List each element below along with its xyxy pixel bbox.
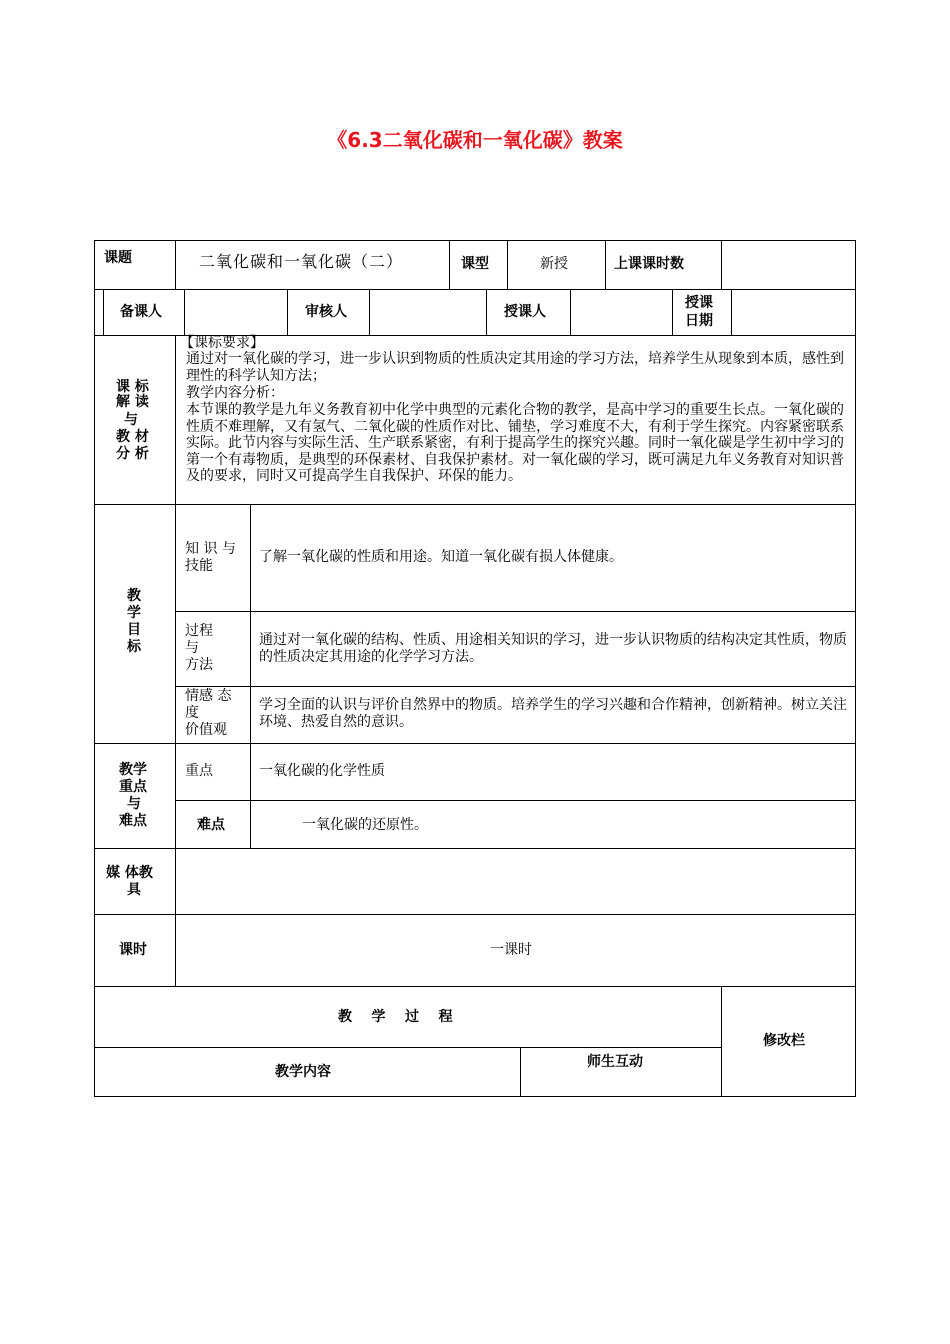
row-divider [175,686,856,687]
objectives-label-4: 标 [127,639,141,655]
key-point-value: 一氧化碳的化学性质 [259,763,385,779]
standards-label-3: 与 [124,412,138,428]
standards-heading: 【课标要求】 [180,335,264,351]
standards-label-1: 课 标 [116,379,149,395]
objectives-label-1: 教 [127,588,141,604]
col-divider [721,986,722,1097]
emotion-label-3: 价值观 [185,722,227,738]
row-divider [94,289,856,290]
emotion-label-1: 情感 态 [185,688,232,704]
interaction-column-label: 师生互动 [587,1054,643,1070]
knowledge-label-2: 技能 [185,558,213,574]
lesson-type-value: 新授 [540,256,568,272]
row-divider [175,611,856,612]
col-divider [103,289,104,335]
col-divider [721,240,722,289]
col-divider [486,289,487,335]
row-divider [94,504,856,505]
analysis-heading: 教学内容分析： [186,385,284,401]
objectives-label-3: 目 [127,622,141,638]
period-value: 一课时 [490,942,532,958]
standards-requirement: 通过对一氧化碳的学习，进一步认识到物质的性质决定其用途的学习方法，培养学生从现象到本质，感性到理性的科学认知方法； [186,351,844,384]
reviewer-label: 审核人 [305,304,347,320]
emotion-label-2: 度 [185,705,199,721]
col-divider [731,289,732,335]
col-divider [287,289,288,335]
topic-value: 二氧化碳和一氧化碳（二） [199,252,404,271]
standards-label-2: 解 读 [116,394,149,410]
col-divider [449,240,450,289]
standards-label-4: 教 材 [116,429,149,445]
difficulty-value: 一氧化碳的还原性。 [302,817,428,833]
col-divider [175,240,176,289]
focus-label-2: 重点 [119,779,147,795]
standards-label-5: 分 析 [116,446,149,462]
objectives-label-2: 学 [127,605,141,621]
col-divider [520,1047,521,1097]
emotion-text: 学习全面的认识与评价自然界中的物质。培养学生的学习兴趣和合作精神，创新精神。树立关注环境、热爱自然的意识。 [259,697,847,730]
analysis-text: 本节课的教学是九年义务教育初中化学中典型的元素化合物的教学，是高中学习的重要生长点。一氧化碳的性质不难理解，又有氢气、二氧化碳的性质作对比、铺垫，学习难度不大，有利于学生探究。内容紧密联系实际。此节内容与实际生活、生产联系紧密，有利于提高学生的探究兴趣。同时一氧化碳是学生初中学习的第一个有毒物质，是典型的环保素材、自我保护素材。对一氧化碳的学习，既可满足九年义务教育对知识普及的要求，同时又可提高学生自我保护、环保的能力。 [186,402,844,485]
row-divider [94,986,856,987]
difficulty-label: 难点 [197,817,225,833]
content-column-label: 教学内容 [275,1064,331,1080]
row-divider [94,743,856,744]
col-divider [369,289,370,335]
knowledge-text: 了解一氧化碳的性质和用途。知道一氧化碳有损人体健康。 [259,549,623,565]
focus-label-3: 与 [127,796,141,812]
col-divider [605,240,606,289]
row-divider [94,914,856,915]
key-point-label: 重点 [185,763,213,779]
row-divider [94,1047,721,1048]
process-method-label-1: 过程 [185,623,213,639]
knowledge-label-1: 知 识 与 [185,541,236,557]
media-label-2: 具 [127,882,141,898]
media-label-1: 媒 体教 [106,865,153,881]
col-divider [570,289,571,335]
teacher-label: 授课人 [504,304,546,320]
preparer-label: 备课人 [120,304,162,320]
date-label-line1: 授课 [685,295,713,311]
process-method-label-3: 方法 [185,657,213,673]
class-hours-label: 上课课时数 [614,256,684,272]
revision-column-label: 修改栏 [763,1033,805,1049]
process-method-label-2: 与 [185,640,199,656]
row-divider [175,800,856,801]
page-title: 《6.3二氧化碳和一氧化碳》教案 [327,128,623,152]
focus-label-1: 教学 [119,762,147,778]
row-divider [94,848,856,849]
col-divider [507,240,508,289]
process-heading: 教 学 过 程 [338,1009,453,1025]
date-label-line2: 日期 [685,313,713,329]
process-method-text: 通过对一氧化碳的结构、性质、用途相关知识的学习，进一步认识物质的结构决定其性质，物质的性质决定其用途的化学学习方法。 [259,632,847,665]
topic-label: 课题 [104,250,132,266]
col-divider [250,504,251,848]
col-divider [175,335,176,986]
period-label: 课时 [119,942,147,958]
focus-label-4: 难点 [119,813,147,829]
lesson-type-label: 课型 [461,256,489,272]
col-divider [672,289,673,335]
col-divider [184,289,185,335]
